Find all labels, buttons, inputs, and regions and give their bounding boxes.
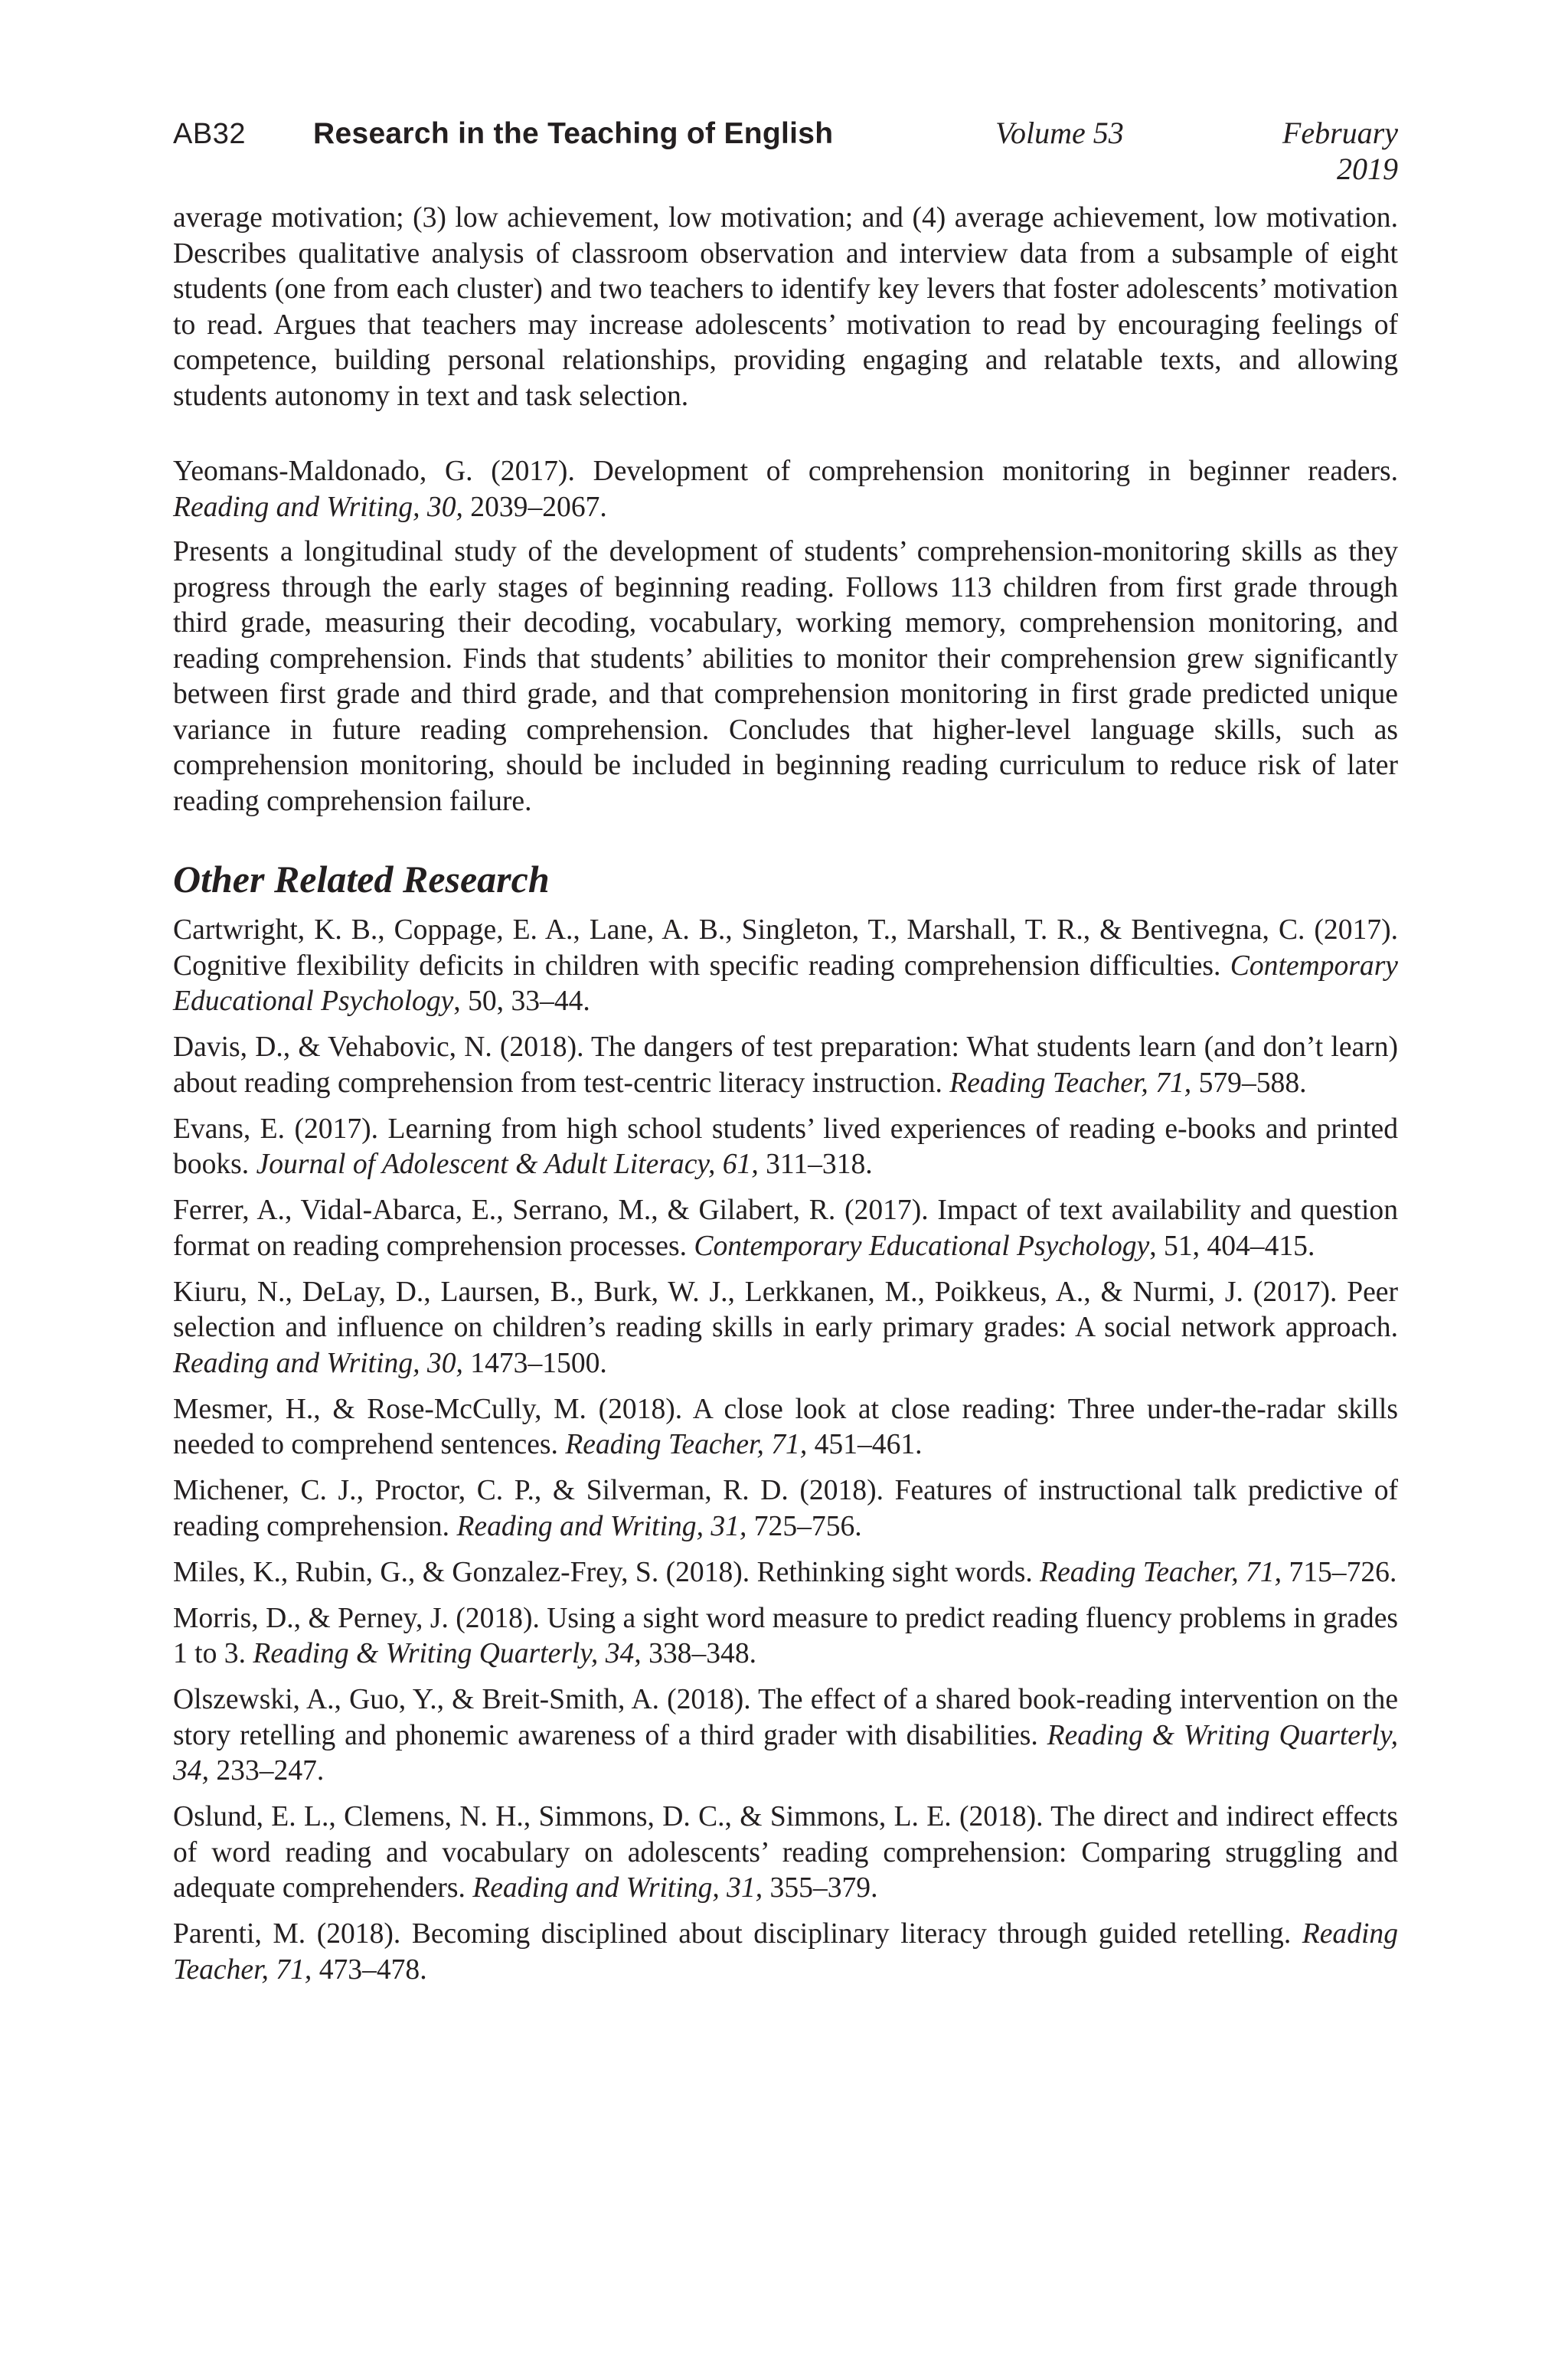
reference-source: Reading Teacher, 71,	[565, 1429, 808, 1460]
reference-pages: 338–348.	[641, 1638, 756, 1669]
reference-item	[173, 1275, 1398, 1382]
reference-item	[173, 1800, 1398, 1907]
reference-source: Reading and Writing, 31,	[472, 1872, 763, 1904]
citation-source: Reading and Writing, 30,	[173, 491, 463, 523]
entry-abstract: Presents a longitudinal study of the development of students’ comprehension-monitoring skills as they progress through the early stages of beginning reading. Follows 113 children from first grade through third grade, measuring their decoding, vocabulary, working memory, comprehension monitoring, and reading comprehension. Finds that students’ abilities to monitor their comprehension grew significantly between first grade and third grade, and that comprehension monitoring in first grade predicted unique variance in future reading comprehension. Concludes that higher-level language skills, such as comprehension monitoring, should be included in beginning reading curriculum to reduce risk of later reading comprehension failure.	[173, 536, 1398, 817]
reference-pages: 311–318.	[758, 1149, 873, 1180]
reference-pages: , 51, 404–415.	[1149, 1230, 1315, 1262]
running-head	[173, 115, 1398, 186]
reference-text: Evans, E. (2017). Learning from high school students’ lived experiences of reading e-books and printed books.	[173, 1113, 1398, 1180]
reference-text: Mesmer, H., & Rose-McCully, M. (2018). A close look at close reading: Three under-the-radar skills needed to comprehend sentences.	[173, 1393, 1398, 1460]
issue-date: February 2019	[1282, 116, 1398, 186]
citation-pages: 2039–2067.	[462, 491, 607, 523]
reference-item	[173, 1392, 1398, 1463]
reference-source: Contemporary Educational Psychology	[694, 1230, 1150, 1262]
reference-text: Ferrer, A., Vidal-Abarca, E., Serrano, M., & Gilabert, R. (2017). Impact of text availability and question format on reading comprehension processes.	[173, 1195, 1398, 1262]
reference-source: Contemporary Educational Psychology	[173, 950, 1398, 1017]
reference-text: Michener, C. J., Proctor, C. P., & Silverman, R. D. (2018). Features of instructional talk predictive of reading comprehension.	[173, 1475, 1398, 1542]
reference-text: Oslund, E. L., Clemens, N. H., Simmons, D. C., & Simmons, L. E. (2018). The direct and indirect effects of word reading and vocabulary on adolescents’ reading comprehension: Comparing struggling and adequate comprehenders.	[173, 1801, 1398, 1904]
reference-item	[173, 1601, 1398, 1672]
document-page	[173, 115, 1398, 1999]
reference-item	[173, 1682, 1398, 1790]
reference-pages: 725–756.	[746, 1510, 862, 1542]
reference-item	[173, 1112, 1398, 1183]
citation-text: Yeomans-Maldonado, G. (2017). Development of comprehension monitoring in beginner readers.	[173, 456, 1398, 487]
reference-item	[173, 1917, 1398, 1988]
page-number: AB32	[173, 118, 246, 150]
reference-item	[173, 1193, 1398, 1264]
reference-pages: 233–247.	[208, 1755, 325, 1787]
reference-item	[173, 1473, 1398, 1545]
reference-item	[173, 1030, 1398, 1101]
reference-source: Reading & Writing Quarterly, 34,	[173, 1719, 1398, 1787]
section-heading: Other Related Research	[173, 858, 550, 901]
reference-text: Cartwright, K. B., Coppage, E. A., Lane, A. B., Singleton, T., Marshall, T. R., & Bentivegna, C. (2017). Cognitive flexibility deficits in children with specific reading comprehension difficulties.	[173, 914, 1398, 982]
reference-source: Reading Teacher, 71,	[173, 1918, 1398, 1986]
reference-source: Journal of Adolescent & Adult Literacy, 61,	[256, 1149, 759, 1180]
volume-label: Volume 53	[995, 116, 1124, 150]
reference-source: Reading and Writing, 30,	[173, 1347, 463, 1379]
reference-pages: , 50, 33–44.	[453, 986, 590, 1017]
continued-abstract: average motivation; (3) low achievement, low motivation; and (4) average achievement, low motivation. Describes qualitative analysis of classroom observation and interview data from a subsample of eight students (one from each cluster) and two teachers to identify key levers that foster adolescents’ motivation to read. Argues that teachers may increase adolescents’ motivation to read by encouraging feelings of competence, building personal relationships, providing engaging and relatable texts, and allowing students autonomy in text and task selection.	[173, 202, 1398, 412]
reference-item	[173, 1555, 1398, 1591]
reference-source: Reading Teacher, 71,	[1040, 1556, 1282, 1588]
reference-text: Miles, K., Rubin, G., & Gonzalez-Frey, S. (2018). Rethinking sight words.	[173, 1556, 1040, 1588]
reference-item	[173, 913, 1398, 1020]
entry-citation	[173, 454, 1398, 525]
reference-text: Olszewski, A., Guo, Y., & Breit-Smith, A. (2018). The effect of a shared book-reading intervention on the story retelling and phonemic awareness of a third grader with disabilities.	[173, 1684, 1398, 1751]
reference-source: Reading Teacher, 71,	[949, 1067, 1192, 1099]
reference-list	[173, 913, 1398, 1988]
reference-text: Davis, D., & Vehabovic, N. (2018). The dangers of test preparation: What students learn (and don’t learn) about reading comprehension from test-centric literacy instruction.	[173, 1031, 1398, 1099]
reference-pages: 579–588.	[1191, 1067, 1307, 1099]
reference-source: Reading & Writing Quarterly, 34,	[253, 1638, 642, 1669]
reference-pages: 1473–1500.	[462, 1347, 607, 1379]
reference-text: Kiuru, N., DeLay, D., Laursen, B., Burk, W. J., Lerkkanen, M., Poikkeus, A., & Nurmi, J. (2017). Peer selection and influence on children’s reading skills in early primary grades: A social network approach.	[173, 1276, 1398, 1343]
reference-pages: 451–461.	[807, 1429, 923, 1460]
journal-title: Research in the Teaching of English	[313, 117, 834, 150]
reference-pages: 355–379.	[763, 1872, 878, 1904]
reference-pages: 473–478.	[312, 1953, 427, 1986]
reference-text: Parenti, M. (2018). Becoming disciplined about disciplinary literacy through guided retelling.	[173, 1918, 1302, 1950]
reference-source: Reading and Writing, 31,	[456, 1510, 747, 1542]
reference-text: Morris, D., & Perney, J. (2018). Using a sight word measure to predict reading fluency problems in grades 1 to 3.	[173, 1602, 1398, 1669]
reference-pages: 715–726.	[1282, 1556, 1397, 1588]
